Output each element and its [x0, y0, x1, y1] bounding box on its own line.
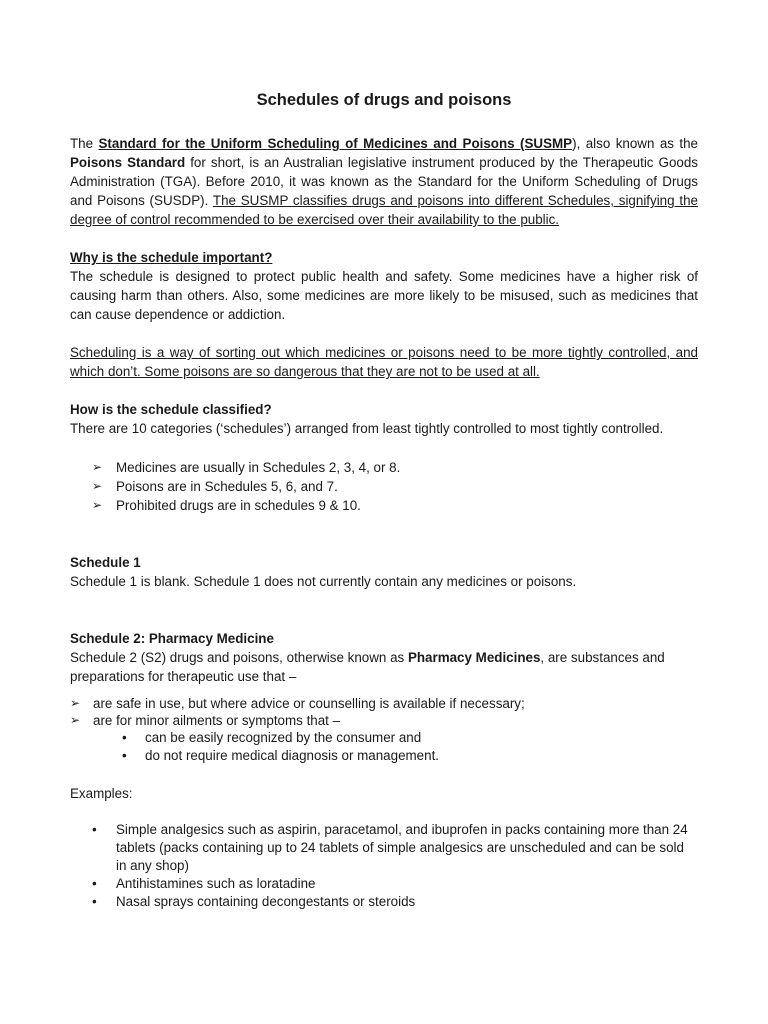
bullet-dot-icon: •	[122, 730, 127, 745]
list-item: • do not require medical diagnosis or management.	[122, 748, 440, 763]
arrow-bullet-icon: ➢	[92, 460, 103, 474]
intro-text-2: ), also known as the	[572, 136, 699, 151]
list-item: • can be easily recognized by the consumer and	[122, 730, 422, 745]
why-underlined-paragraph: Scheduling is a way of sorting out which medicines or poisons need to be more tightly controlled, and which don’t. Some poisons are so dangerous that they are not to be used at all.	[70, 345, 698, 379]
schedule2-intro: Schedule 2 (S2) drugs and poisons, otherwise known as Pharmacy Medicines, are substances and preparations for therapeutic use that –	[70, 650, 665, 684]
schedule1-heading: Schedule 1	[70, 555, 141, 570]
how-body: There are 10 categories (‘schedules’) arranged from least tightly controlled to most tightly controlled.	[70, 421, 664, 436]
bullet-dot-icon: •	[92, 894, 97, 909]
list-item: • Antihistamines such as loratadine	[92, 876, 316, 891]
arrow-bullet-icon: ➢	[70, 713, 81, 727]
bullet-dot-icon: •	[122, 748, 127, 763]
schedule1-body: Schedule 1 is blank. Schedule 1 does not currently contain any medicines or poisons.	[70, 574, 577, 589]
arrow-bullet-icon: ➢	[92, 498, 103, 512]
poisons-standard-term: Poisons Standard	[70, 155, 186, 170]
arrow-bullet-icon: ➢	[70, 696, 81, 710]
intro-underlined-text: The SUSMP classifies drugs and poisons into different Schedules, signifying the degree of control recommended to be exercised over their availability to the public.	[70, 193, 698, 227]
pharmacy-medicines-term: Pharmacy Medicines	[407, 650, 541, 665]
document-content	[70, 89, 698, 911]
intro-text-1: The	[70, 136, 99, 151]
bullet-dot-icon: •	[92, 876, 97, 891]
arrow-bullet-icon: ➢	[92, 479, 103, 493]
how-heading: How is the schedule classified?	[70, 402, 272, 417]
susmp-standard-link[interactable]: Standard for the Uniform Scheduling of Medicines and Poisons (SUSMP	[98, 136, 573, 151]
schedule-categories-list	[92, 458, 698, 515]
schedule2-heading: Schedule 2: Pharmacy Medicine	[70, 631, 274, 646]
examples-label: Examples:	[70, 786, 133, 801]
intro-paragraph	[70, 134, 698, 229]
list-item: ➢ are for minor ailments or symptoms that –	[70, 713, 341, 728]
list-item: ➢ Poisons are in Schedules 5, 6, and 7.	[92, 479, 338, 494]
list-item: ➢ Prohibited drugs are in schedules 9 & 10.	[92, 498, 361, 513]
bullet-dot-icon: •	[92, 822, 97, 837]
list-item: ➢ are safe in use, but where advice or counselling is available if necessary;	[70, 696, 525, 711]
why-body: The schedule is designed to protect public health and safety. Some medicines have a higher risk of causing harm than others. Also, some medicines are more likely to be misused, such as medicines that can cause dependence or addiction.	[70, 269, 698, 322]
list-item: ➢ Medicines are usually in Schedules 2, 3, 4, or 8.	[92, 460, 401, 475]
schedule2-criteria-list	[70, 695, 698, 729]
why-heading: Why is the schedule important?	[70, 250, 273, 265]
list-item: • Simple analgesics such as aspirin, paracetamol, and ibuprofen in packs containing more than 24 tablets (packs containing up to 24 tablets of simple analgesics are unscheduled and can be sold in any shop)	[92, 822, 688, 873]
examples-list	[92, 821, 698, 911]
intro-text-3: for short, is an Australian legislative instrument produced by the Therapeutic Goods Administration (TGA). Before 2010, it was known as the Standard for the Uniform Scheduling of Drugs and Poisons (SUSDP).	[70, 155, 699, 208]
list-item: • Nasal sprays containing decongestants or steroids	[92, 894, 416, 909]
page-title: Schedules of drugs and poisons	[256, 91, 512, 109]
schedule2-subcriteria-list	[122, 729, 698, 765]
